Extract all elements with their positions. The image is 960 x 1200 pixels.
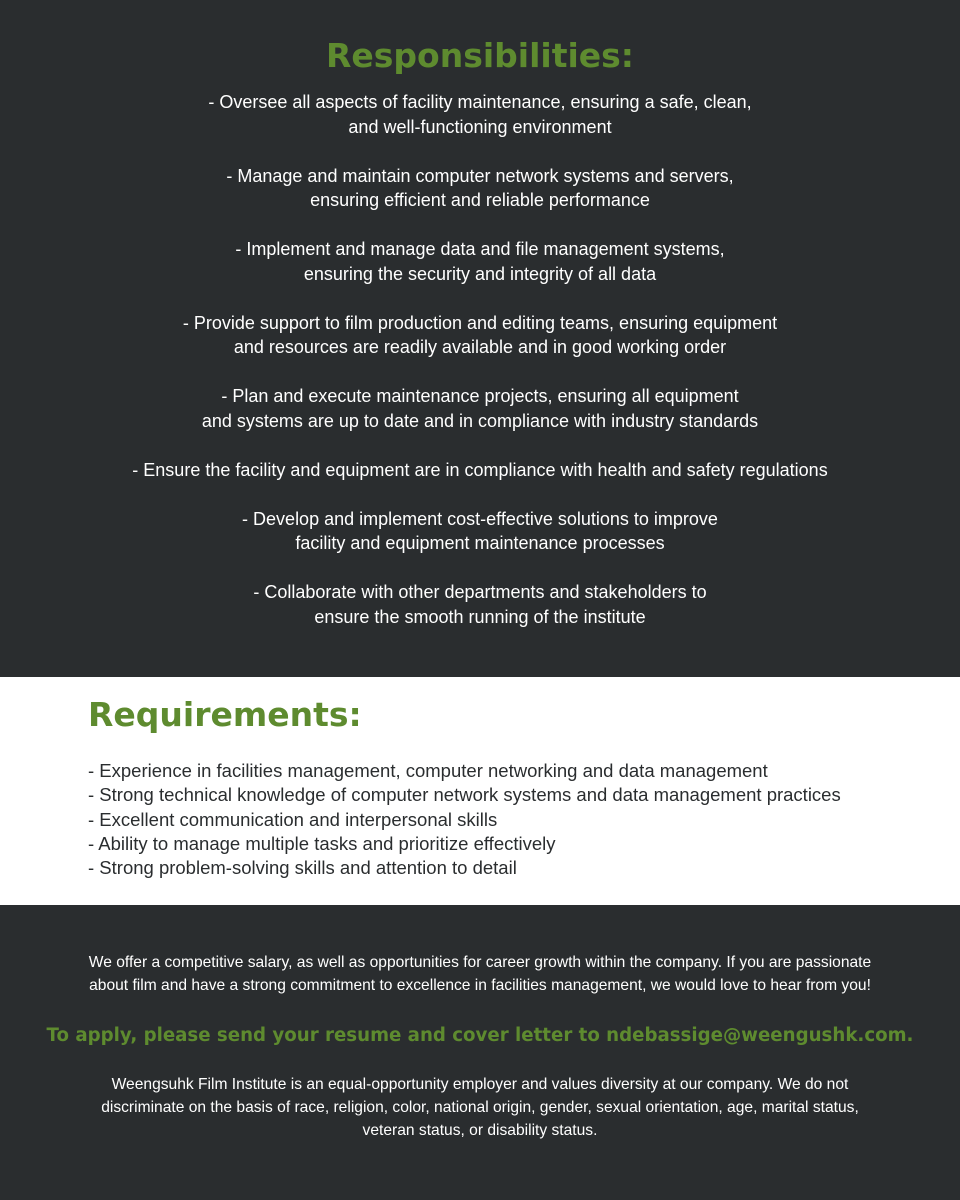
eeo-line: Weengsuhk Film Institute is an equal-opportunity employer and values diversity at our company. We do not	[111, 1076, 849, 1093]
responsibility-line: and well-functioning environment	[348, 116, 612, 137]
equal-opportunity-statement	[0, 1073, 960, 1142]
responsibility-item	[0, 311, 960, 360]
requirement-item: - Strong problem-solving skills and attention to detail	[88, 857, 517, 879]
responsibility-line: - Plan and execute maintenance projects, ensuring all equipment	[221, 386, 739, 406]
responsibility-line: - Ensure the facility and equipment are in compliance with health and safety regulations	[132, 459, 828, 480]
requirement-item: - Strong technical knowledge of computer network systems and data management practices	[88, 784, 841, 806]
requirement-item: - Experience in facilities management, computer networking and data management	[88, 760, 768, 781]
responsibility-line: facility and equipment maintenance processes	[295, 533, 665, 553]
responsibility-item	[0, 237, 960, 286]
requirements-list	[88, 759, 960, 880]
offer-line: We offer a competitive salary, as well as opportunities for career growth within the company. If you are passionate	[88, 954, 872, 971]
responsibility-line: - Provide support to film production and editing teams, ensuring equipment	[182, 312, 778, 333]
requirement-item: - Excellent communication and interpersonal skills	[88, 808, 498, 830]
responsibility-line: - Collaborate with other departments and stakeholders to	[253, 582, 707, 602]
requirements-title: Requirements:	[88, 695, 362, 734]
requirement-item: - Ability to manage multiple tasks and prioritize effectively	[88, 832, 556, 854]
responsibility-item	[0, 90, 960, 139]
responsibility-item	[0, 580, 960, 629]
responsibility-line: - Oversee all aspects of facility maintenance, ensuring a safe, clean,	[208, 92, 752, 112]
eeo-line: discriminate on the basis of race, religion, color, national origin, gender, sexual orientation, age, marital status,	[101, 1099, 859, 1116]
responsibility-item	[0, 507, 960, 556]
requirements-section	[0, 677, 960, 905]
apply-instructions: To apply, please send your resume and cover letter to ndebassige@weengushk.com.	[46, 1025, 914, 1046]
responsibility-line: ensure the smooth running of the institute	[314, 606, 646, 627]
responsibility-line: - Develop and implement cost-effective solutions to improve	[242, 508, 718, 529]
responsibility-line: - Implement and manage data and file management systems,	[235, 239, 725, 259]
responsibility-item	[0, 458, 960, 483]
responsibility-line: and systems are up to date and in compliance with industry standards	[201, 410, 759, 431]
responsibility-item	[0, 384, 960, 433]
responsibilities-title: Responsibilities:	[325, 36, 635, 75]
responsibilities-list	[0, 90, 960, 629]
responsibility-line: ensuring the security and integrity of all data	[303, 263, 657, 284]
offer-paragraph	[0, 951, 960, 997]
eeo-line: veteran status, or disability status.	[362, 1122, 598, 1139]
responsibility-line: and resources are readily available and in good working order	[233, 337, 727, 357]
responsibility-item	[0, 164, 960, 213]
responsibility-line: ensuring efficient and reliable performance	[310, 190, 650, 210]
footer-section	[0, 905, 960, 1200]
offer-line: about film and have a strong commitment to excellence in facilities management, we would love to hear from you!	[89, 977, 871, 994]
responsibility-line: - Manage and maintain computer network systems and servers,	[226, 165, 734, 186]
